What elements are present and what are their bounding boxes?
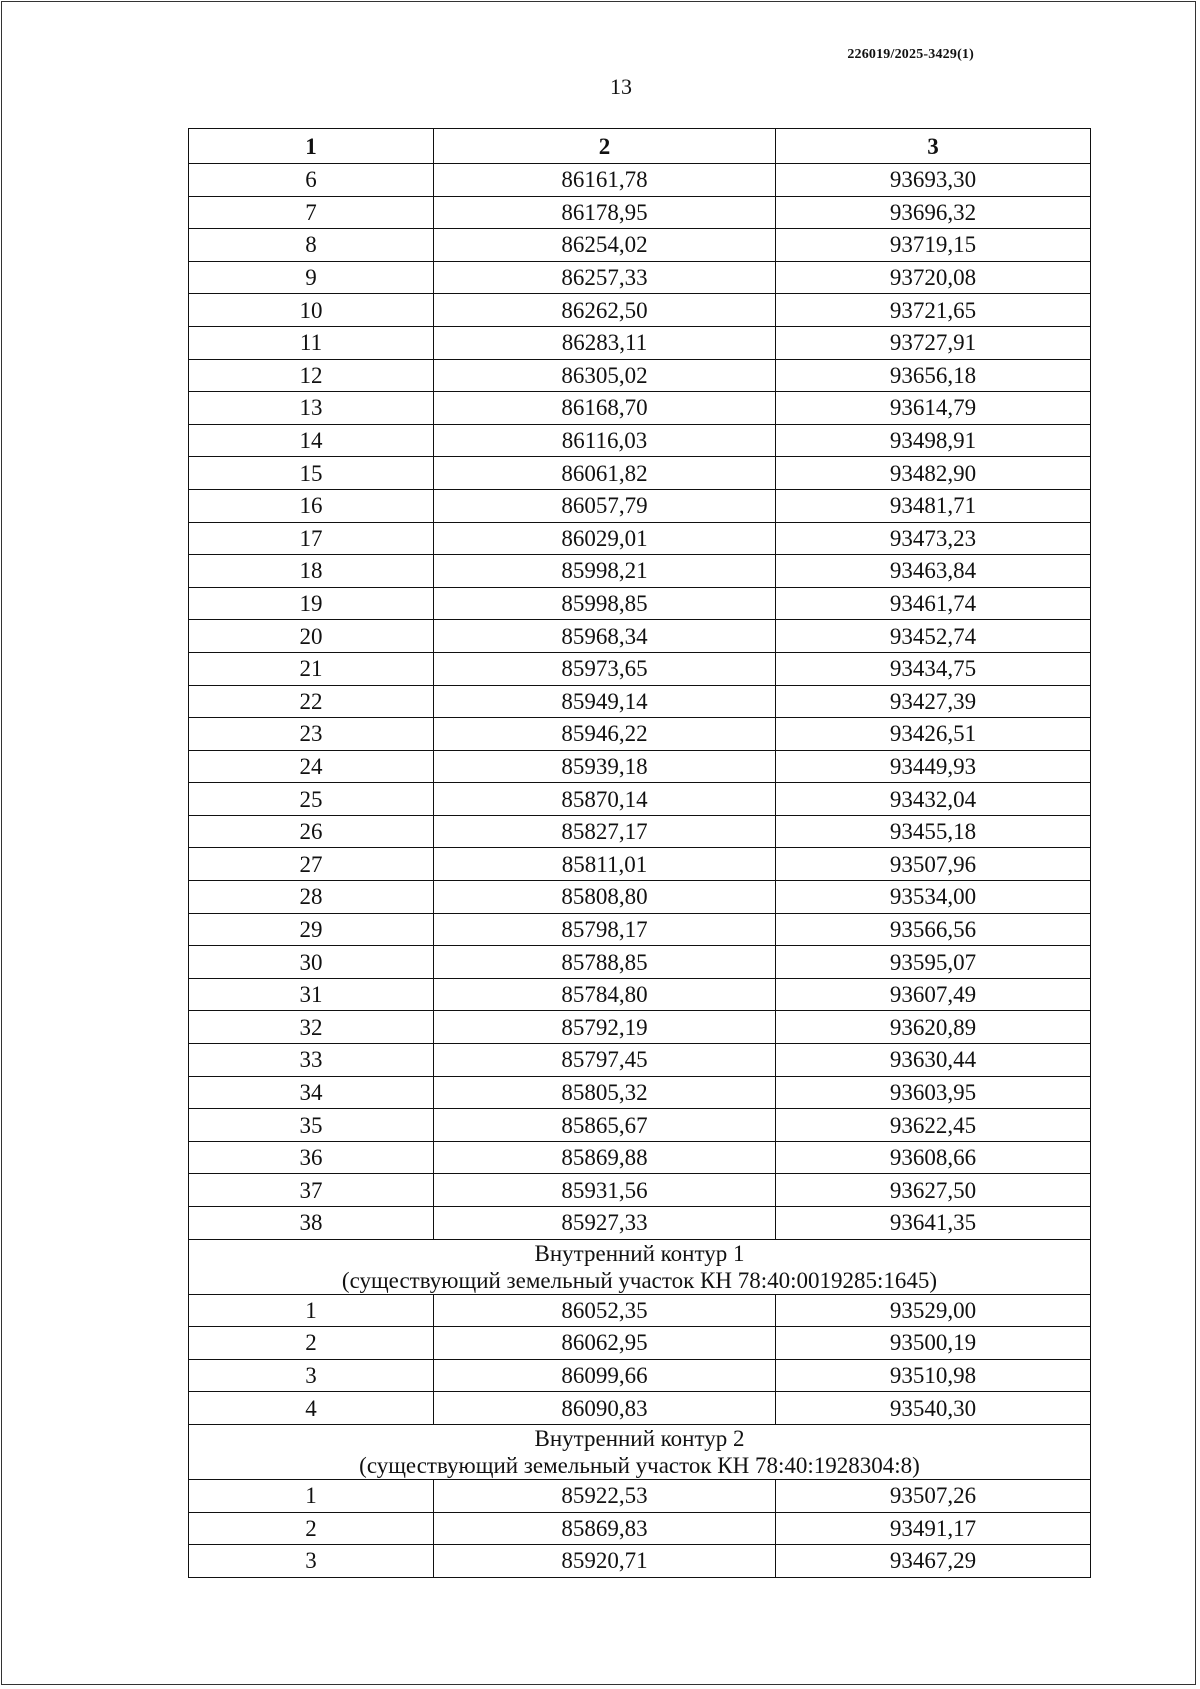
table-row — [189, 1512, 1091, 1545]
y-coordinate-cell: 93482,90 — [776, 457, 1091, 490]
section-title: Внутренний контур 1 — [534, 1240, 745, 1266]
table-row — [189, 555, 1091, 588]
table-row — [189, 587, 1091, 620]
x-coordinate-cell: 85931,56 — [434, 1174, 776, 1207]
point-number-cell: 9 — [189, 261, 434, 294]
point-number-cell: 35 — [189, 1109, 434, 1142]
y-coordinate-cell: 93566,56 — [776, 913, 1091, 946]
section-subtitle: (существующий земельный участок КН 78:40:1928304:8) — [359, 1452, 920, 1478]
x-coordinate-cell: 85805,32 — [434, 1076, 776, 1109]
table-row — [189, 652, 1091, 685]
table-row — [189, 750, 1091, 783]
point-number-cell: 24 — [189, 750, 434, 783]
y-coordinate-cell: 93449,93 — [776, 750, 1091, 783]
y-coordinate-cell: 93721,65 — [776, 294, 1091, 327]
table-row — [189, 457, 1091, 490]
y-coordinate-cell: 93432,04 — [776, 783, 1091, 816]
y-coordinate-cell: 93463,84 — [776, 555, 1091, 588]
column-header: 2 — [434, 129, 776, 164]
y-coordinate-cell: 93727,91 — [776, 326, 1091, 359]
x-coordinate-cell: 85927,33 — [434, 1207, 776, 1240]
table-row — [189, 620, 1091, 653]
table-row — [189, 1207, 1091, 1240]
table-row — [189, 848, 1091, 881]
x-coordinate-cell: 85788,85 — [434, 946, 776, 979]
x-coordinate-cell: 85808,80 — [434, 881, 776, 914]
table-header-row — [189, 129, 1091, 164]
x-coordinate-cell: 85865,67 — [434, 1109, 776, 1142]
table-row — [189, 815, 1091, 848]
table-row — [189, 424, 1091, 457]
x-coordinate-cell: 86283,11 — [434, 326, 776, 359]
x-coordinate-cell: 85968,34 — [434, 620, 776, 653]
point-number-cell: 10 — [189, 294, 434, 327]
x-coordinate-cell: 85939,18 — [434, 750, 776, 783]
point-number-cell: 13 — [189, 392, 434, 425]
point-number-cell: 21 — [189, 652, 434, 685]
y-coordinate-cell: 93491,17 — [776, 1512, 1091, 1545]
table-row — [189, 164, 1091, 197]
x-coordinate-cell: 86062,95 — [434, 1327, 776, 1360]
table-row — [189, 1109, 1091, 1142]
point-number-cell: 30 — [189, 946, 434, 979]
point-number-cell: 23 — [189, 718, 434, 751]
y-coordinate-cell: 93507,96 — [776, 848, 1091, 881]
point-number-cell: 18 — [189, 555, 434, 588]
point-number-cell: 3 — [189, 1545, 434, 1578]
table-row — [189, 1359, 1091, 1392]
section-title: Внутренний контур 2 — [534, 1425, 745, 1451]
point-number-cell: 38 — [189, 1207, 434, 1240]
table-row — [189, 1327, 1091, 1360]
x-coordinate-cell: 86090,83 — [434, 1392, 776, 1425]
point-number-cell: 1 — [189, 1294, 434, 1327]
x-coordinate-cell: 86262,50 — [434, 294, 776, 327]
y-coordinate-cell: 93603,95 — [776, 1076, 1091, 1109]
x-coordinate-cell: 86257,33 — [434, 261, 776, 294]
point-number-cell: 2 — [189, 1512, 434, 1545]
table-row — [189, 392, 1091, 425]
x-coordinate-cell: 85797,45 — [434, 1044, 776, 1077]
x-coordinate-cell: 86052,35 — [434, 1294, 776, 1327]
section-header-row — [189, 1424, 1091, 1479]
point-number-cell: 32 — [189, 1011, 434, 1044]
table-row — [189, 326, 1091, 359]
table-row — [189, 359, 1091, 392]
point-number-cell: 2 — [189, 1327, 434, 1360]
y-coordinate-cell: 93608,66 — [776, 1141, 1091, 1174]
y-coordinate-cell: 93473,23 — [776, 522, 1091, 555]
point-number-cell: 26 — [189, 815, 434, 848]
point-number-cell: 3 — [189, 1359, 434, 1392]
y-coordinate-cell: 93627,50 — [776, 1174, 1091, 1207]
y-coordinate-cell: 93641,35 — [776, 1207, 1091, 1240]
point-number-cell: 36 — [189, 1141, 434, 1174]
y-coordinate-cell: 93720,08 — [776, 261, 1091, 294]
table-row — [189, 294, 1091, 327]
x-coordinate-cell: 86168,70 — [434, 392, 776, 425]
point-number-cell: 37 — [189, 1174, 434, 1207]
section-header-row — [189, 1239, 1091, 1294]
page-number: 13 — [610, 74, 632, 99]
x-coordinate-cell: 85784,80 — [434, 978, 776, 1011]
table-row — [189, 718, 1091, 751]
x-coordinate-cell: 85870,14 — [434, 783, 776, 816]
y-coordinate-cell: 93507,26 — [776, 1479, 1091, 1512]
x-coordinate-cell: 85946,22 — [434, 718, 776, 751]
y-coordinate-cell: 93426,51 — [776, 718, 1091, 751]
table-row — [189, 229, 1091, 262]
table-row — [189, 913, 1091, 946]
x-coordinate-cell: 85869,88 — [434, 1141, 776, 1174]
section-header-cell — [189, 1239, 1091, 1294]
y-coordinate-cell: 93500,19 — [776, 1327, 1091, 1360]
table-row — [189, 1479, 1091, 1512]
y-coordinate-cell: 93540,30 — [776, 1392, 1091, 1425]
table-row — [189, 1141, 1091, 1174]
point-number-cell: 7 — [189, 196, 434, 229]
point-number-cell: 12 — [189, 359, 434, 392]
point-number-cell: 28 — [189, 881, 434, 914]
y-coordinate-cell: 93620,89 — [776, 1011, 1091, 1044]
table-row — [189, 1545, 1091, 1578]
x-coordinate-cell: 85920,71 — [434, 1545, 776, 1578]
y-coordinate-cell: 93427,39 — [776, 685, 1091, 718]
y-coordinate-cell: 93481,71 — [776, 489, 1091, 522]
column-header: 3 — [776, 129, 1091, 164]
table-row — [189, 1392, 1091, 1425]
x-coordinate-cell: 86029,01 — [434, 522, 776, 555]
y-coordinate-cell: 93719,15 — [776, 229, 1091, 262]
table-row — [189, 946, 1091, 979]
point-number-cell: 16 — [189, 489, 434, 522]
x-coordinate-cell: 85827,17 — [434, 815, 776, 848]
point-number-cell: 15 — [189, 457, 434, 490]
x-coordinate-cell: 85869,83 — [434, 1512, 776, 1545]
y-coordinate-cell: 93614,79 — [776, 392, 1091, 425]
point-number-cell: 11 — [189, 326, 434, 359]
y-coordinate-cell: 93434,75 — [776, 652, 1091, 685]
table-row — [189, 783, 1091, 816]
y-coordinate-cell: 93529,00 — [776, 1294, 1091, 1327]
y-coordinate-cell: 93534,00 — [776, 881, 1091, 914]
y-coordinate-cell: 93510,98 — [776, 1359, 1091, 1392]
x-coordinate-cell: 85811,01 — [434, 848, 776, 881]
point-number-cell: 1 — [189, 1479, 434, 1512]
y-coordinate-cell: 93455,18 — [776, 815, 1091, 848]
point-number-cell: 29 — [189, 913, 434, 946]
x-coordinate-cell: 86178,95 — [434, 196, 776, 229]
x-coordinate-cell: 86099,66 — [434, 1359, 776, 1392]
y-coordinate-cell: 93607,49 — [776, 978, 1091, 1011]
x-coordinate-cell: 85792,19 — [434, 1011, 776, 1044]
point-number-cell: 8 — [189, 229, 434, 262]
x-coordinate-cell: 85949,14 — [434, 685, 776, 718]
x-coordinate-cell: 85998,85 — [434, 587, 776, 620]
table-row — [189, 1294, 1091, 1327]
point-number-cell: 4 — [189, 1392, 434, 1425]
x-coordinate-cell: 86057,79 — [434, 489, 776, 522]
y-coordinate-cell: 93498,91 — [776, 424, 1091, 457]
section-subtitle: (существующий земельный участок КН 78:40:0019285:1645) — [341, 1267, 938, 1293]
table-row — [189, 489, 1091, 522]
table-row — [189, 1044, 1091, 1077]
table-row — [189, 881, 1091, 914]
section-header-cell — [189, 1424, 1091, 1479]
table-row — [189, 685, 1091, 718]
column-header: 1 — [189, 129, 434, 164]
document-number: 226019/2025-3429(1) — [847, 47, 974, 62]
table-body — [189, 164, 1091, 1578]
x-coordinate-cell: 86161,78 — [434, 164, 776, 197]
y-coordinate-cell: 93461,74 — [776, 587, 1091, 620]
coordinates-table — [188, 128, 1091, 1578]
y-coordinate-cell: 93693,30 — [776, 164, 1091, 197]
y-coordinate-cell: 93467,29 — [776, 1545, 1091, 1578]
point-number-cell: 33 — [189, 1044, 434, 1077]
point-number-cell: 6 — [189, 164, 434, 197]
x-coordinate-cell: 86254,02 — [434, 229, 776, 262]
x-coordinate-cell: 86305,02 — [434, 359, 776, 392]
table-row — [189, 522, 1091, 555]
x-coordinate-cell: 86061,82 — [434, 457, 776, 490]
point-number-cell: 20 — [189, 620, 434, 653]
y-coordinate-cell: 93696,32 — [776, 196, 1091, 229]
y-coordinate-cell: 93630,44 — [776, 1044, 1091, 1077]
y-coordinate-cell: 93622,45 — [776, 1109, 1091, 1142]
point-number-cell: 34 — [189, 1076, 434, 1109]
point-number-cell: 14 — [189, 424, 434, 457]
y-coordinate-cell: 93656,18 — [776, 359, 1091, 392]
table-row — [189, 196, 1091, 229]
y-coordinate-cell: 93452,74 — [776, 620, 1091, 653]
table-row — [189, 1174, 1091, 1207]
point-number-cell: 17 — [189, 522, 434, 555]
point-number-cell: 31 — [189, 978, 434, 1011]
point-number-cell: 22 — [189, 685, 434, 718]
point-number-cell: 27 — [189, 848, 434, 881]
y-coordinate-cell: 93595,07 — [776, 946, 1091, 979]
x-coordinate-cell: 85973,65 — [434, 652, 776, 685]
point-number-cell: 25 — [189, 783, 434, 816]
x-coordinate-cell: 85998,21 — [434, 555, 776, 588]
table-row — [189, 1011, 1091, 1044]
table-row — [189, 978, 1091, 1011]
table-row — [189, 1076, 1091, 1109]
table-row — [189, 261, 1091, 294]
x-coordinate-cell: 85798,17 — [434, 913, 776, 946]
point-number-cell: 19 — [189, 587, 434, 620]
x-coordinate-cell: 86116,03 — [434, 424, 776, 457]
x-coordinate-cell: 85922,53 — [434, 1479, 776, 1512]
